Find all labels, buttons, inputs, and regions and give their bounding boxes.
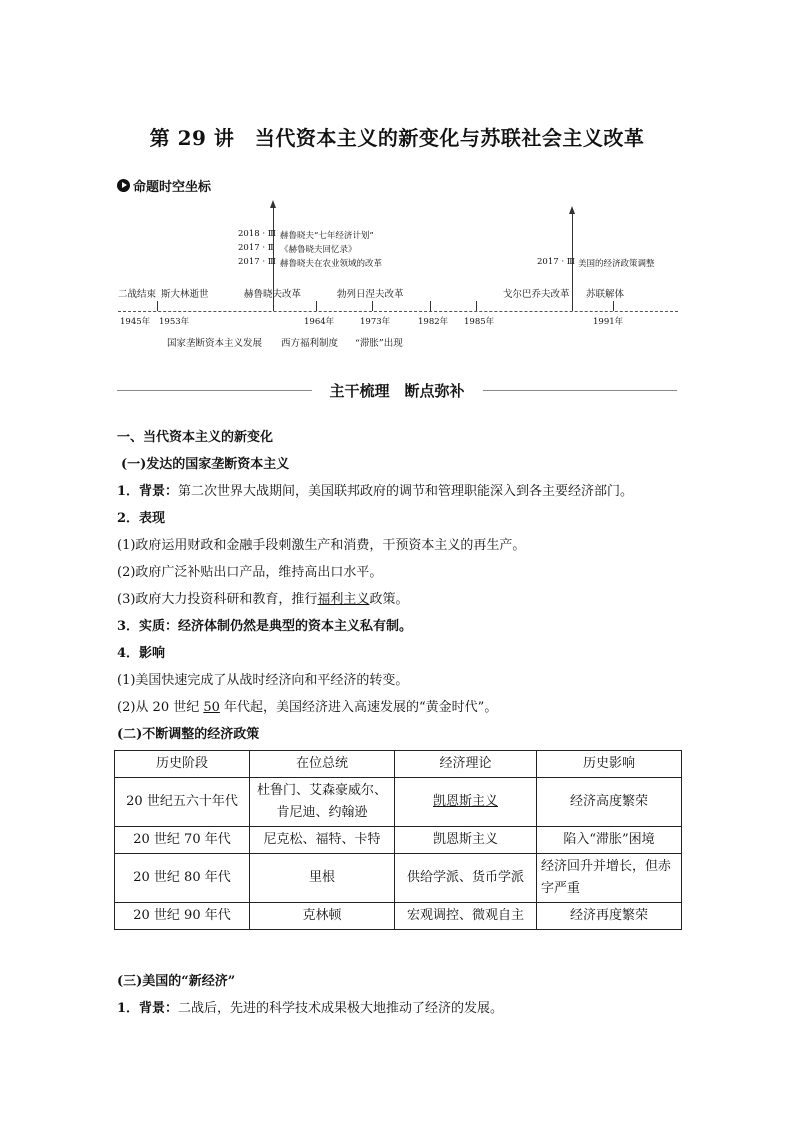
table-header: 经济理论	[395, 751, 537, 778]
timeline-year: 1982年	[418, 317, 449, 327]
paragraph: 3．实质：经济体制仍然是典型的资本主义私有制。	[117, 619, 413, 634]
table-header-row	[115, 751, 682, 778]
timeline-below-label: 国家垄断资本主义发展	[167, 338, 263, 349]
table-cell: 经济再度繁荣	[537, 903, 682, 930]
banner-title: 主干梳理 断点弥补	[329, 381, 465, 400]
timeline-tick	[372, 301, 373, 311]
exam-ref-code: 2017 · Ⅲ	[537, 257, 575, 267]
paragraph-text: 第二次世界大战期间，美国联邦政府的调节和管理职能深入到各主要经济部门。	[178, 484, 634, 499]
table-row	[115, 778, 682, 827]
paragraph: (1)美国快速完成了从战时经济向和平经济的转变。	[117, 673, 409, 688]
table-cell: 尼克松、福特、卡特	[250, 827, 395, 854]
underlined-term: 福利主义	[317, 592, 370, 607]
table-header: 历史阶段	[115, 751, 250, 778]
timeline-year: 1953年	[159, 317, 190, 327]
timeline-below-label: “滞胀”出现	[355, 338, 403, 349]
table-cell: 杜鲁门、艾森豪威尔、肯尼迪、约翰逊	[250, 778, 395, 827]
timeline-tick	[430, 301, 431, 311]
paragraph	[117, 480, 633, 499]
paragraph	[117, 588, 408, 607]
timeline-event: 苏联解体	[586, 289, 625, 300]
timeline-year: 1973年	[360, 317, 391, 327]
table-cell: 经济高度繁荣	[537, 778, 682, 827]
section-tag-label: 命题时空坐标	[133, 180, 212, 195]
exam-ref-text: 赫鲁晓夫在农业领域的改革	[280, 259, 383, 269]
table-row	[115, 854, 682, 903]
paragraph-label: 1．背景：	[117, 1001, 179, 1016]
exam-ref-text: 赫鲁晓夫“七年经济计划”	[280, 231, 374, 241]
underlined-term: 50	[203, 700, 220, 715]
timeline-below-label: 西方福利制度	[281, 338, 339, 349]
table-header: 历史影响	[537, 751, 682, 778]
paragraph	[117, 997, 503, 1016]
play-circle-icon	[117, 179, 130, 192]
timeline-year: 1964年	[304, 317, 335, 327]
timeline-year: 1985年	[464, 317, 495, 327]
table-cell: 里根	[250, 854, 395, 903]
table-cell: 20 世纪 70 年代	[115, 827, 250, 854]
timeline-tick	[476, 301, 477, 311]
paragraph-heading: 4．影响	[117, 646, 166, 661]
exam-ref-text: 《赫鲁晓夫回忆录》	[280, 245, 357, 255]
table-row	[115, 903, 682, 930]
table-cell: 20 世纪 90 年代	[115, 903, 250, 930]
table-row	[115, 827, 682, 854]
paragraph-text: 二战后，先进的科学技术成果极大地推动了经济的发展。	[178, 1001, 504, 1016]
timeline-event: 戈尔巴乔夫改革	[503, 289, 570, 300]
table-cell: 20 世纪 80 年代	[115, 854, 250, 903]
table-cell: 克林顿	[250, 903, 395, 930]
paragraph-text: 政策。	[369, 592, 409, 607]
table-cell	[395, 778, 537, 827]
paragraph	[117, 696, 497, 715]
timeline-tick	[157, 301, 158, 311]
paragraph-text: (3)政府大力投资科研和教育，推行	[117, 592, 318, 607]
timeline-event: 斯大林逝世	[161, 289, 209, 300]
table-cell: 供给学派、货币学派	[395, 854, 537, 903]
table-cell: 宏观调控、微观自主	[395, 903, 537, 930]
table-cell: 陷入“滞胀”困境	[537, 827, 682, 854]
page-title: 第 29 讲 当代资本主义的新变化与苏联社会主义改革	[149, 126, 645, 150]
paragraph-text: (2)从 20 世纪	[117, 700, 204, 715]
timeline-event: 二战结束	[118, 289, 157, 300]
exam-ref-code: 2017 · Ⅱ	[238, 243, 274, 253]
timeline-event: 勃列日涅夫改革	[337, 289, 404, 300]
section-tag	[117, 176, 211, 195]
table-header: 在位总统	[250, 751, 395, 778]
paragraph: (1)政府运用财政和金融手段刺激生产和消费，干预资本主义的再生产。	[117, 538, 526, 553]
subheading: (一)发达的国家垄断资本主义	[121, 457, 290, 472]
policy-table	[114, 750, 682, 930]
timeline-year: 1945年	[120, 317, 151, 327]
timeline-event: 赫鲁晓夫改革	[244, 289, 302, 300]
timeline-tick	[316, 301, 317, 311]
table-cell: 20 世纪五六十年代	[115, 778, 250, 827]
table-cell: 凯恩斯主义	[395, 827, 537, 854]
section-banner	[117, 378, 677, 402]
paragraph-heading: 2．表现	[117, 511, 166, 526]
timeline-axis	[118, 311, 678, 312]
exam-ref-text: 美国的经济政策调整	[578, 259, 655, 269]
underlined-term: 凯恩斯主义	[432, 794, 498, 809]
paragraph-label: 1．背景：	[117, 484, 179, 499]
divider	[483, 390, 678, 391]
exam-ref-code: 2018 · Ⅲ	[238, 229, 276, 239]
table-cell: 经济回升并增长，但赤字严重	[537, 854, 682, 903]
arrow-up-icon	[569, 206, 575, 214]
timeline-tick	[613, 301, 614, 311]
paragraph-text: 年代起，美国经济进入高速发展的“黄金时代”。	[219, 700, 498, 715]
arrow-up-icon	[270, 200, 276, 208]
divider	[117, 390, 312, 391]
subheading: (二)不断调整的经济政策	[117, 727, 260, 742]
timeline-year: 1991年	[593, 317, 624, 327]
subheading: (三)美国的“新经济”	[117, 974, 236, 989]
exam-ref-code: 2017 · Ⅲ	[238, 257, 276, 267]
paragraph: (2)政府广泛补贴出口产品，维持高出口水平。	[117, 565, 383, 580]
heading-1: 一、当代资本主义的新变化	[117, 430, 274, 445]
